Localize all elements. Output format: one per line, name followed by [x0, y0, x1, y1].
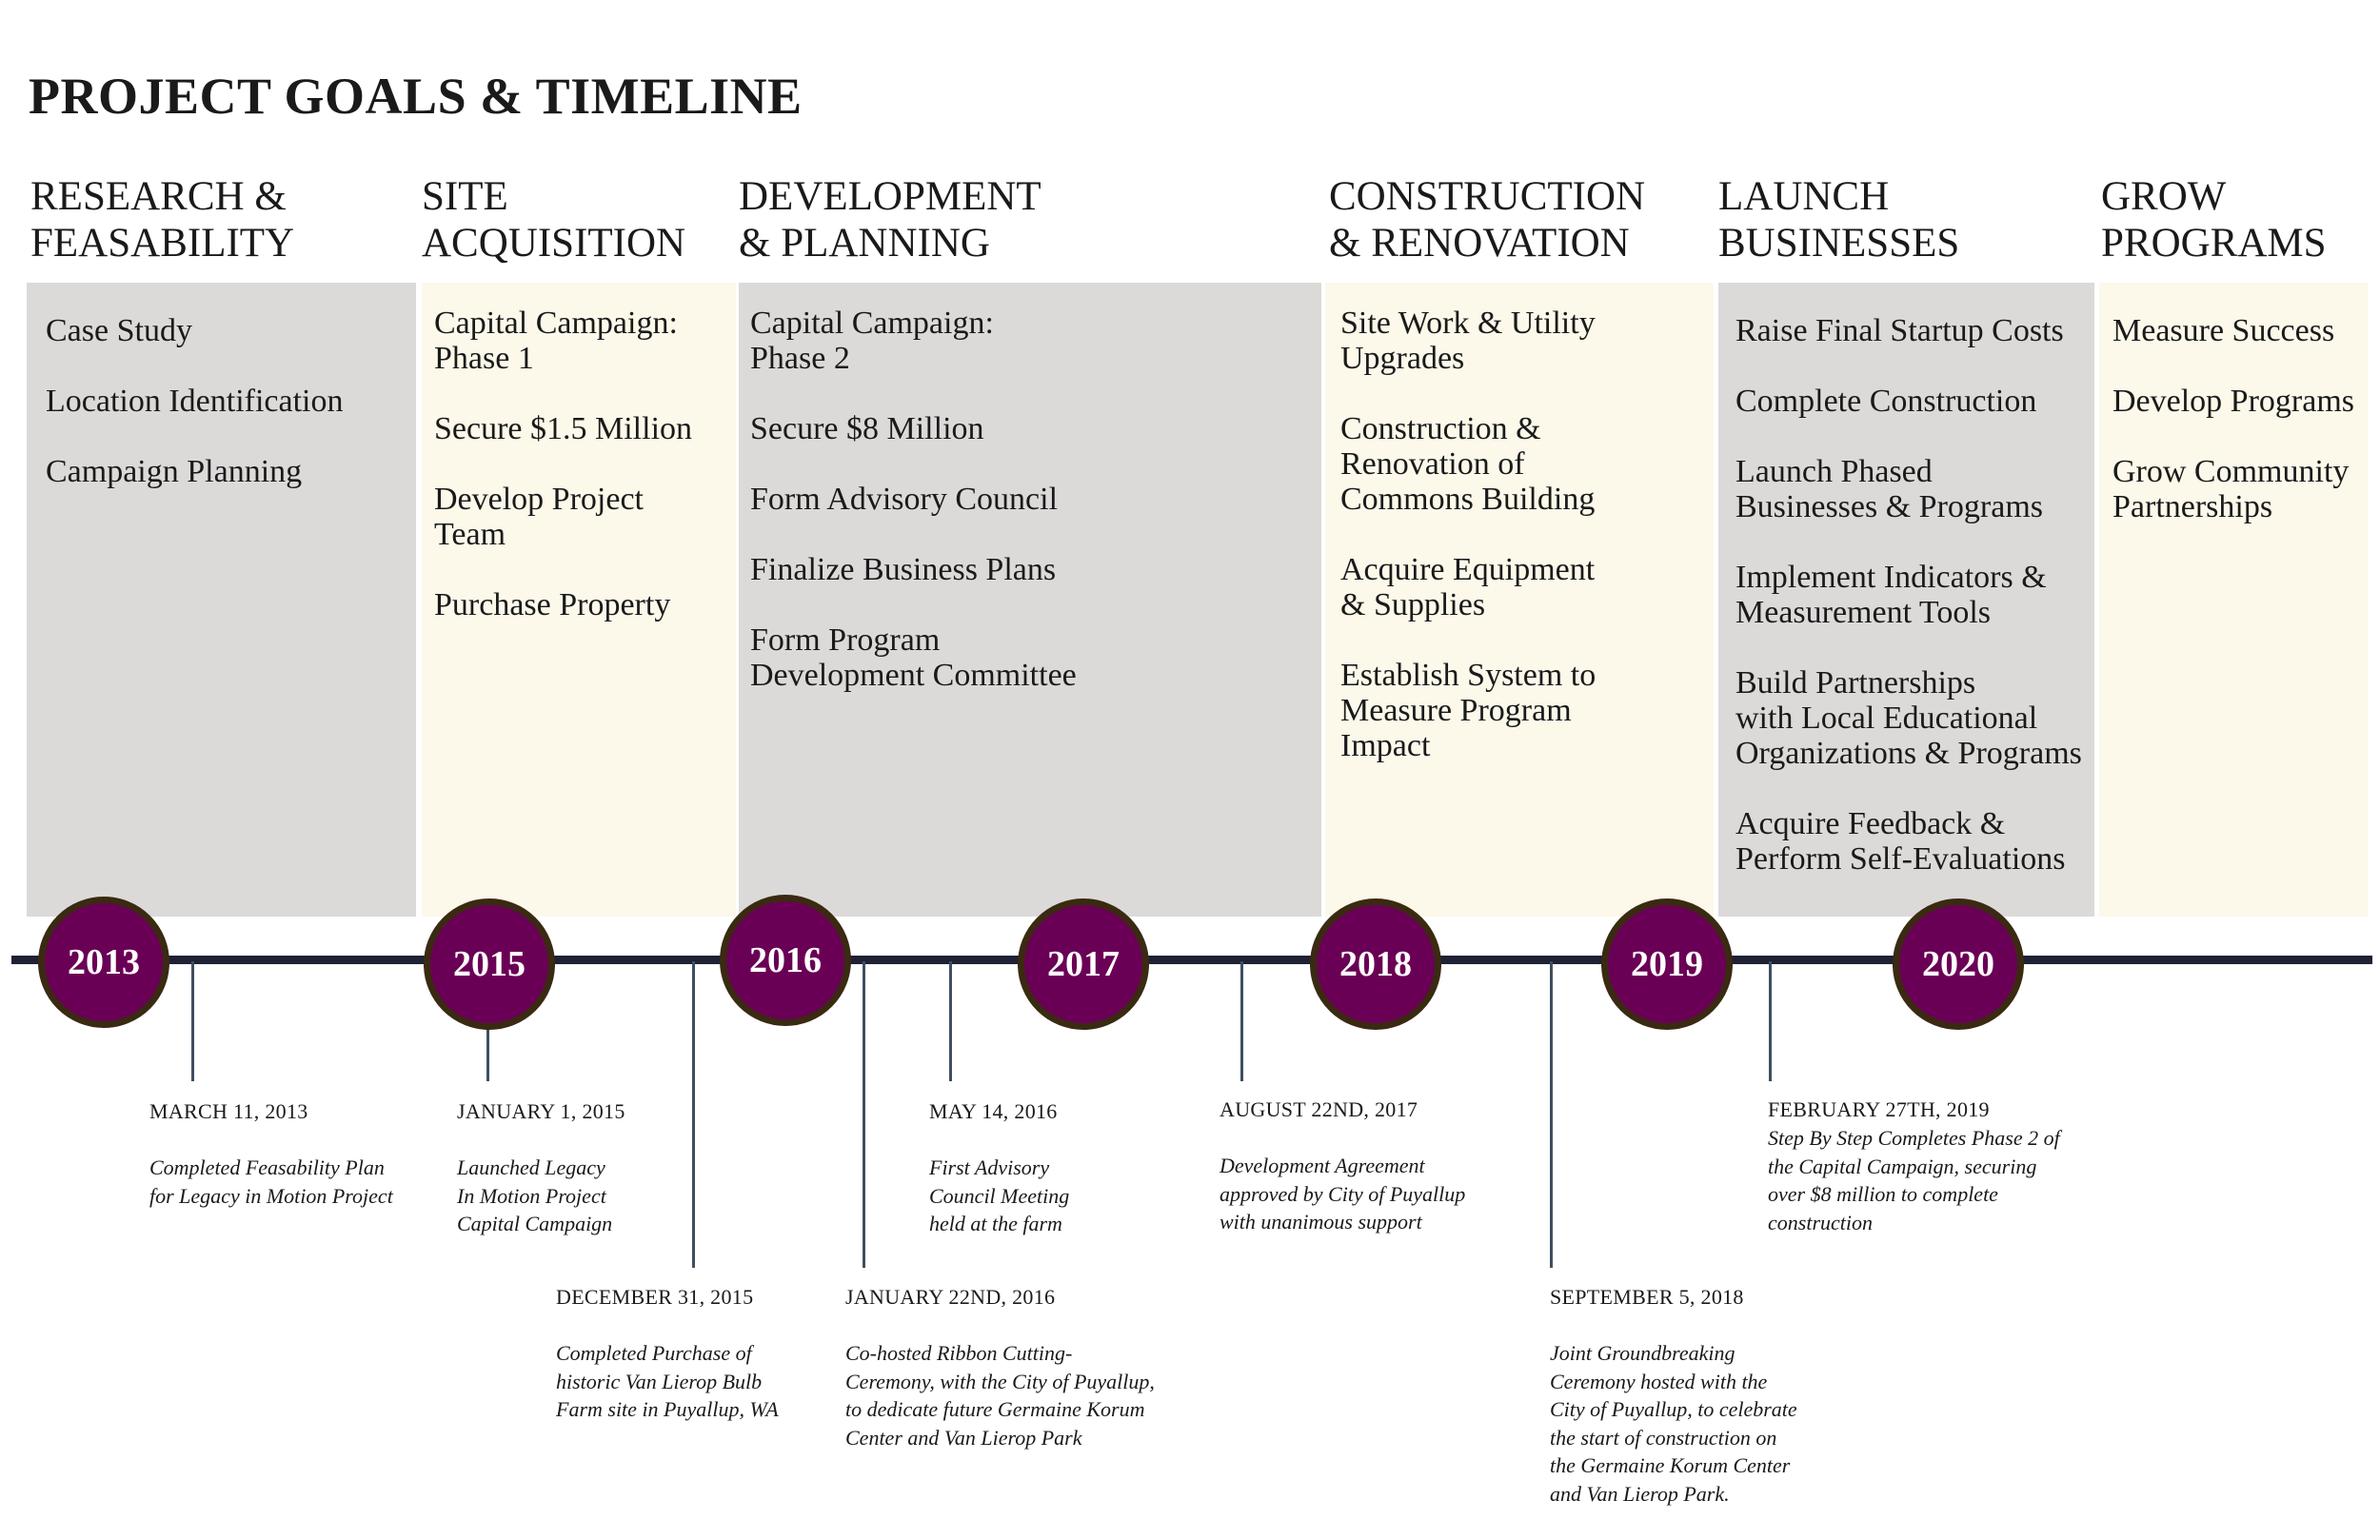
event-description: Launched Legacy In Motion Project Capital Campaign — [457, 1155, 613, 1235]
goal-item: Form Advisory Council — [750, 482, 1059, 517]
goal-item: Case Study — [46, 313, 192, 348]
event-date: JANUARY 1, 2015 — [457, 1099, 625, 1123]
goal-item: Secure $8 Million — [750, 411, 984, 446]
event-date: DECEMBER 31, 2015 — [556, 1285, 754, 1309]
phase-title-site-acquisition: SITE ACQUISITION — [422, 174, 686, 266]
event-description: First Advisory Council Meeting held at the farm — [929, 1155, 1070, 1235]
goal-item: Purchase Property — [434, 587, 671, 622]
phase-title-research: RESEARCH & FEASABILITY — [30, 174, 295, 266]
event-date: SEPTEMBER 5, 2018 — [1550, 1285, 1744, 1309]
event-description: Co-hosted Ribbon Cutting- Ceremony, with the City of Puyallup, to dedicate future Germaine Korum Center and Van Lierop Park — [845, 1341, 1155, 1450]
goal-item: Acquire Feedback & Perform Self-Evaluations — [1735, 806, 2066, 877]
goal-item: Complete Construction — [1735, 384, 2037, 419]
phase-box-construction — [1325, 283, 1714, 917]
event-date: AUGUST 22ND, 2017 — [1220, 1097, 1418, 1121]
event-tick — [1550, 961, 1553, 1268]
phase-title-development: DEVELOPMENT & PLANNING — [739, 174, 1041, 266]
year-marker-2020: 2020 — [1893, 898, 2024, 1030]
goal-item: Grow Community Partnerships — [2112, 454, 2350, 524]
goal-item: Establish System to Measure Program Impact — [1340, 658, 1597, 763]
goal-item: Construction & Renovation of Commons Building — [1340, 411, 1596, 517]
phase-title-grow: GROW PROGRAMS — [2101, 174, 2327, 266]
goal-item: Secure $1.5 Million — [434, 411, 693, 446]
goal-item: Develop Project Team — [434, 482, 644, 552]
event-tick — [863, 961, 865, 1268]
goal-item: Campaign Planning — [46, 454, 303, 489]
phase-box-site-acquisition — [422, 283, 736, 917]
event-tick — [1240, 961, 1243, 1081]
year-marker-2016: 2016 — [720, 895, 851, 1026]
event-description: Joint Groundbreaking Ceremony hosted with the City of Puyallup, to celebrate the start of construction on the Germaine Korum Center and Van Lierop Park. — [1550, 1341, 1797, 1506]
goal-item: Measure Success — [2112, 313, 2335, 348]
event-description: Step By Step Completes Phase 2 of the Capital Campaign, securing over $8 million to complete construction — [1768, 1126, 2060, 1234]
goal-item: Finalize Business Plans — [750, 552, 1057, 587]
year-marker-2019: 2019 — [1601, 898, 1733, 1030]
year-marker-2017: 2017 — [1018, 898, 1149, 1030]
goal-item: Form Program Development Committee — [750, 622, 1077, 693]
phase-box-research — [27, 283, 416, 917]
event-description: Completed Purchase of historic Van Lierop Bulb Farm site in Puyallup, WA — [556, 1341, 779, 1421]
goal-item: Develop Programs — [2112, 384, 2355, 419]
phase-title-launch: LAUNCH BUSINESSES — [1718, 174, 1960, 266]
event-description: Completed Feasability Plan for Legacy in Motion Project — [149, 1155, 393, 1208]
goal-item: Site Work & Utility Upgrades — [1340, 306, 1596, 376]
year-marker-2018: 2018 — [1310, 898, 1441, 1030]
goal-item: Capital Campaign: Phase 2 — [750, 306, 994, 376]
event-date: JANUARY 22ND, 2016 — [845, 1285, 1056, 1309]
event-description: Development Agreement approved by City of Puyallup with unanimous support — [1220, 1154, 1466, 1234]
page-title: PROJECT GOALS & TIMELINE — [29, 68, 803, 125]
event-tick — [949, 961, 952, 1081]
year-marker-2013: 2013 — [38, 897, 169, 1028]
goal-item: Build Partnerships with Local Educational Organizations & Programs — [1735, 665, 2082, 771]
event-tick — [1769, 961, 1772, 1081]
goal-item: Implement Indicators & Measurement Tools — [1735, 560, 2047, 630]
event-date: FEBRUARY 27TH, 2019 — [1768, 1097, 1990, 1121]
phase-title-construction: CONSTRUCTION & RENOVATION — [1329, 174, 1646, 266]
event-date: MARCH 11, 2013 — [149, 1099, 308, 1123]
phase-box-development — [739, 283, 1321, 917]
goal-item: Launch Phased Businesses & Programs — [1735, 454, 2043, 524]
phase-box-grow — [2099, 283, 2368, 917]
goal-item: Raise Final Startup Costs — [1735, 313, 2064, 348]
goal-item: Capital Campaign: Phase 1 — [434, 306, 678, 376]
year-marker-2015: 2015 — [424, 898, 555, 1030]
phase-box-launch — [1718, 283, 2094, 917]
goal-item: Location Identification — [46, 384, 344, 419]
event-tick — [191, 961, 194, 1081]
event-date: MAY 14, 2016 — [929, 1099, 1058, 1123]
goal-item: Acquire Equipment & Supplies — [1340, 552, 1596, 622]
event-tick — [692, 961, 695, 1268]
